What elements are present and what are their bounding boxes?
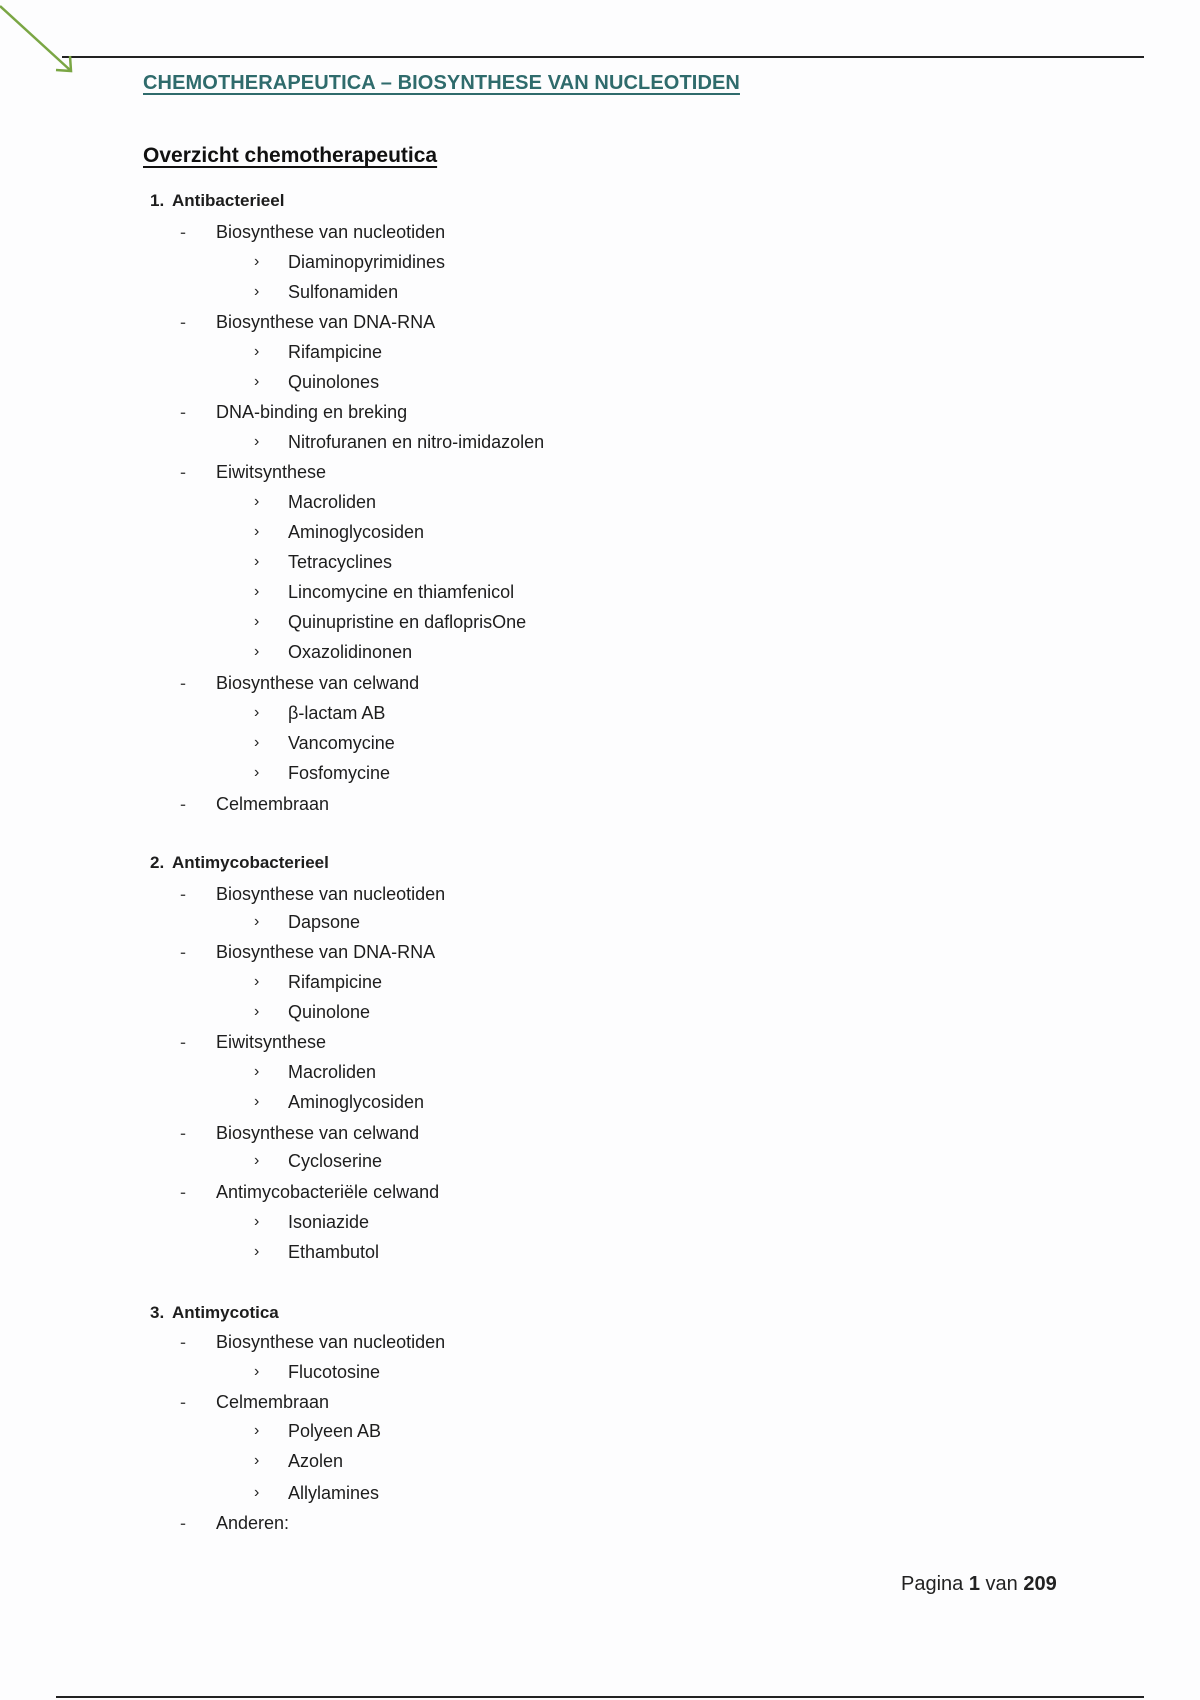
chevron-bullet-icon: › [254, 1063, 260, 1080]
page-prefix: Pagina [901, 1573, 964, 1595]
category-label: Antimycotica [172, 1303, 279, 1322]
dash-bullet: - [180, 222, 186, 242]
category-label: Antibacterieel [172, 191, 285, 210]
footer-rule [56, 1696, 1144, 1698]
chevron-bullet-icon: › [254, 613, 260, 630]
item-label: Tetracyclines [288, 552, 393, 572]
item-label: Allylamines [288, 1483, 380, 1503]
item-label: Polyeen AB [288, 1421, 382, 1441]
chevron-bullet-icon: › [254, 643, 260, 660]
chevron-bullet-icon: › [254, 373, 260, 390]
dash-bullet: - [180, 673, 186, 693]
chevron-bullet-icon: › [254, 1363, 260, 1380]
chevron-bullet-icon: › [254, 343, 260, 360]
item-label: Fosfomycine [288, 763, 391, 783]
page-number [901, 1573, 1057, 1596]
dash-bullet: - [180, 1513, 186, 1533]
chevron-bullet-icon: › [254, 1484, 260, 1501]
chevron-bullet-icon: › [254, 973, 260, 990]
dash-bullet: - [180, 1032, 186, 1052]
item-label: β-lactam AB [288, 703, 386, 723]
category-heading [150, 190, 284, 212]
chevron-bullet-icon: › [254, 493, 260, 510]
group-label: Biosynthese van DNA-RNA [216, 312, 436, 332]
item-label: Ethambutol [288, 1242, 380, 1262]
category-heading [150, 852, 329, 874]
dash-bullet: - [180, 402, 186, 422]
chevron-bullet-icon: › [254, 283, 260, 300]
header-rule [62, 56, 1144, 58]
section-heading: Overzicht chemotherapeutica [143, 144, 438, 167]
item-label: Oxazolidinonen [288, 642, 413, 662]
category-number: 1. [150, 191, 165, 210]
item-label: Macroliden [288, 1062, 377, 1082]
dash-bullet: - [180, 1182, 186, 1202]
chevron-bullet-icon: › [254, 1422, 260, 1439]
chevron-bullet-icon: › [254, 764, 260, 781]
group-label: Antimycobacteriële celwand [216, 1182, 440, 1202]
dash-bullet: - [180, 1332, 186, 1352]
dash-bullet: - [180, 884, 186, 904]
item-label: Cycloserine [288, 1151, 383, 1171]
category-label: Antimycobacterieel [172, 853, 329, 872]
dash-bullet: - [180, 794, 186, 814]
group-label: Biosynthese van celwand [216, 1123, 420, 1143]
dash-bullet: - [180, 1392, 186, 1412]
dash-bullet: - [180, 312, 186, 332]
chevron-bullet-icon: › [254, 253, 260, 270]
group-label: Biosynthese van nucleotiden [216, 222, 446, 242]
item-label: Aminoglycosiden [288, 1092, 425, 1112]
chevron-bullet-icon: › [254, 1452, 260, 1469]
item-label: Nitrofuranen en nitro-imidazolen [288, 432, 545, 452]
group-label: Biosynthese van celwand [216, 673, 420, 693]
chevron-bullet-icon: › [254, 913, 260, 930]
chevron-bullet-icon: › [254, 583, 260, 600]
chevron-bullet-icon: › [254, 1213, 260, 1230]
item-label: Rifampicine [288, 972, 383, 992]
item-label: Quinolone [288, 1002, 371, 1022]
current-page: 1 [968, 1573, 980, 1595]
item-label: Vancomycine [288, 733, 395, 753]
group-label: Celmembraan [216, 794, 330, 814]
dash-bullet: - [180, 1123, 186, 1143]
group-label: Anderen: [216, 1513, 290, 1533]
dash-bullet: - [180, 462, 186, 482]
total-pages: 209 [1023, 1573, 1057, 1595]
chevron-bullet-icon: › [254, 433, 260, 450]
chevron-bullet-icon: › [254, 553, 260, 570]
item-label: Dapsone [288, 912, 361, 932]
item-label: Aminoglycosiden [288, 522, 425, 542]
category-heading [150, 1302, 279, 1324]
group-label: DNA-binding en breking [216, 402, 408, 422]
chevron-bullet-icon: › [254, 734, 260, 751]
chevron-bullet-icon: › [254, 1243, 260, 1260]
item-label: Diaminopyrimidines [288, 252, 446, 272]
document-title: CHEMOTHERAPEUTICA – BIOSYNTHESE VAN NUCLEOTIDEN [143, 72, 740, 94]
item-label: Lincomycine en thiamfenicol [288, 582, 515, 602]
item-label: Sulfonamiden [288, 282, 399, 302]
chevron-bullet-icon: › [254, 704, 260, 721]
dash-bullet: - [180, 942, 186, 962]
category-number: 2. [150, 853, 165, 872]
group-label: Eiwitsynthese [216, 462, 327, 482]
group-label: Eiwitsynthese [216, 1032, 327, 1052]
item-label: Quinolones [288, 372, 380, 392]
item-label: Flucotosine [288, 1362, 381, 1382]
category-number: 3. [150, 1303, 165, 1322]
group-label: Celmembraan [216, 1392, 330, 1412]
item-label: Rifampicine [288, 342, 383, 362]
item-label: Macroliden [288, 492, 377, 512]
group-label: Biosynthese van nucleotiden [216, 1332, 446, 1352]
item-label: Quinupristine en dafloprisOne [288, 612, 527, 632]
chevron-bullet-icon: › [254, 523, 260, 540]
chevron-bullet-icon: › [254, 1152, 260, 1169]
group-label: Biosynthese van DNA-RNA [216, 942, 436, 962]
item-label: Azolen [288, 1451, 344, 1471]
item-label: Isoniazide [288, 1212, 370, 1232]
group-label: Biosynthese van nucleotiden [216, 884, 446, 904]
page-separator: van [985, 1573, 1018, 1595]
corner-arrow-icon [0, 0, 80, 80]
chevron-bullet-icon: › [254, 1093, 260, 1110]
chevron-bullet-icon: › [254, 1003, 260, 1020]
